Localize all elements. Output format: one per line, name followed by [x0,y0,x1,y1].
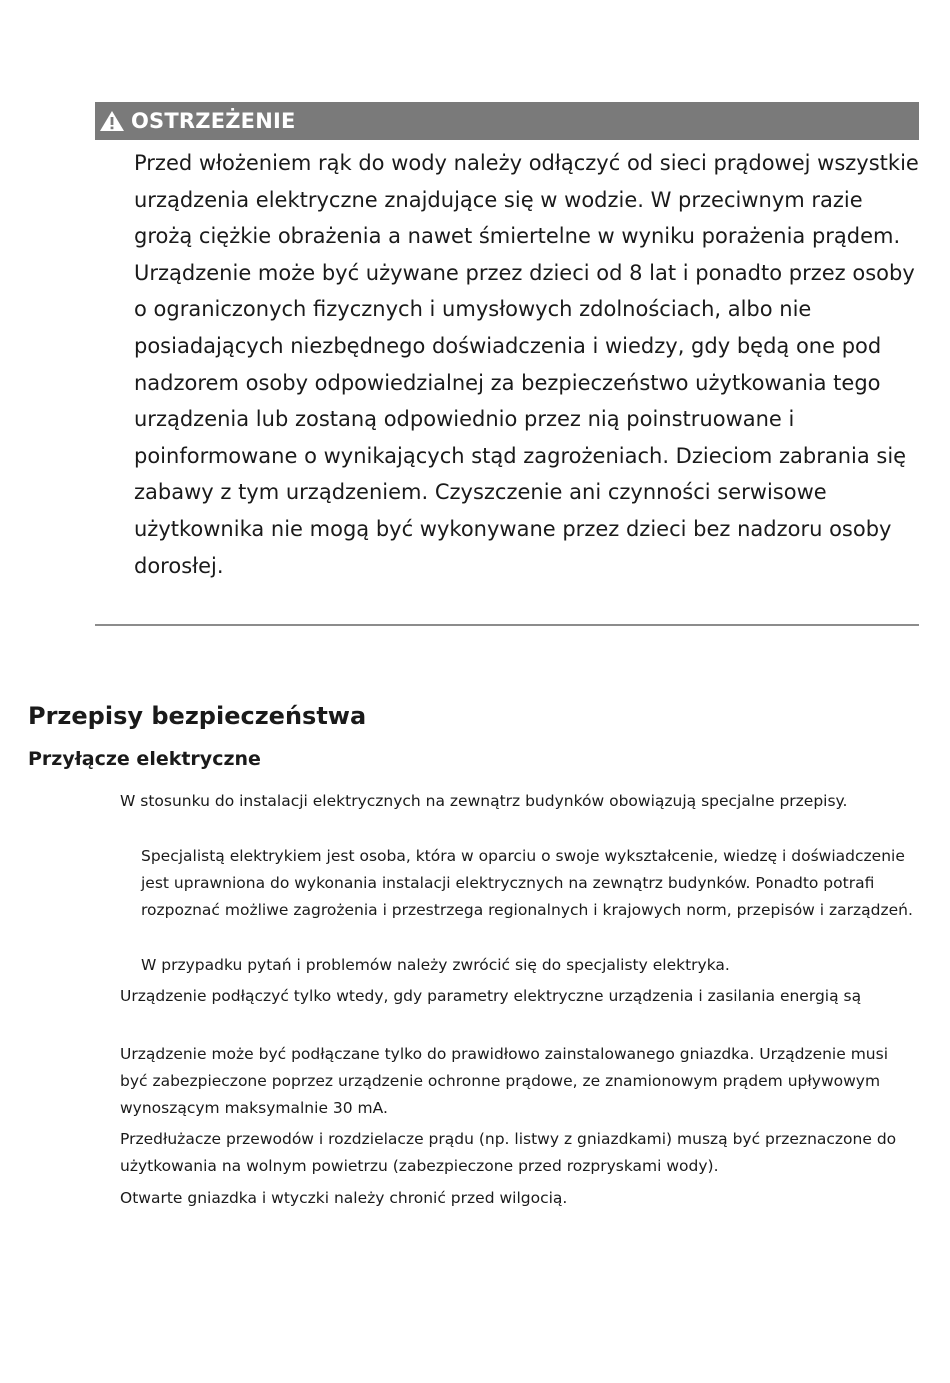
warning-header [95,102,919,140]
body-paragraph: Przedłużacze przewodów i rozdzielacze prądu (np. listwy z gniazdkami) muszą być przeznaczone do użytkowania na wolnym powietrzu (zabezpieczone przed rozpryskami wody). [120,1130,897,1175]
warning-triangle-icon [99,110,125,132]
warning-divider [95,624,919,626]
body-paragraph: Urządzenie podłączyć tylko wtedy, gdy parametry elektryczne urządzenia i zasilania energią są [120,987,862,1005]
section-title: Przepisy bezpieczeństwa [28,702,367,730]
body-paragraph: W stosunku do instalacji elektrycznych na zewnątrz budynków obowiązują specjalne przepisy. [120,792,848,810]
warning-paragraph: Przed włożeniem rąk do wody należy odłączyć od sieci prądowej wszystkie urządzenia elektryczne znajdujące się w wodzie. W przeciwnym razie grożą ciężkie obrażenia a nawet śmiertelne w wyniku porażenia prądem. [134,151,919,249]
body-paragraph: Otwarte gniazdka i wtyczki należy chronić przed wilgocią. [120,1189,568,1207]
warning-body [134,145,919,584]
body-paragraph: Urządzenie może być podłączane tylko do prawidłowo zainstalowanego gniazdka. Urządzenie musi być zabezpieczone poprzez urządzenie ochronne prądowe, ze znamionowym prądem upływowym wynoszącym maksymalnie 30 mA. [120,1045,888,1117]
warning-paragraph: Urządzenie może być używane przez dzieci od 8 lat i ponadto przez osoby o ograniczonych fizycznych i umysłowych zdolnościach, albo nie posiadających niezbędnego doświadczenia i wiedzy, gdy będą one pod nadzorem osoby odpowiedzialnej za bezpieczeństwo użytkowania tego urządzenia lub zostaną odpowiednio przez nią poinstruowane i poinformowane o wynikających stąd zagrożeniach. Dzieciom zabrania się zabawy z tym urządzeniem. Czyszczenie ani czynności serwisowe użytkownika nie mogą być wykonywane przez dzieci bez nadzoru osoby dorosłej. [134,260,915,578]
warning-title: OSTRZEŻENIE [131,109,296,133]
subsection-title: Przyłącze elektryczne [28,748,261,770]
body-paragraph: W przypadku pytań i problemów należy zwrócić się do specjalisty elektryka. [141,956,730,974]
body-paragraph: Specjalistą elektrykiem jest osoba, która w oparciu o swoje wykształcenie, wiedzę i doświadczenie jest uprawniona do wykonania instalacji elektrycznych na zewnątrz budynków. Ponadto potrafi rozpoznać możliwe zagrożenia i przestrzega regionalnych i krajowych norm, przepisów i zarządzeń. [141,847,913,919]
